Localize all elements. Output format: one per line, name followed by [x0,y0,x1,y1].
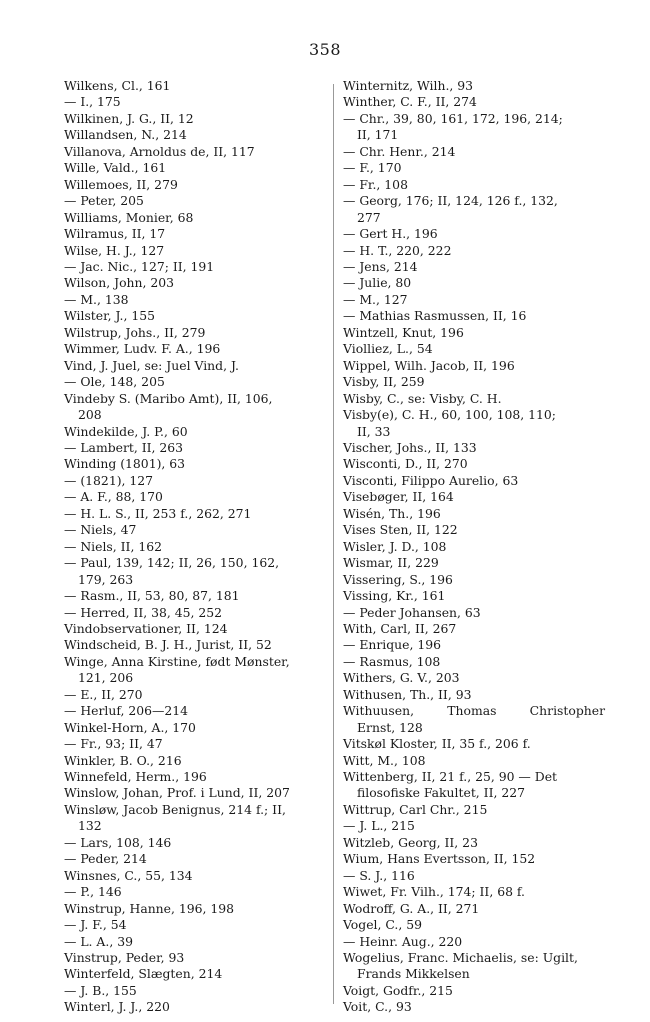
index-entry-text: — Rasmus, 108 [343,653,441,669]
index-entry [64,111,328,127]
index-entry-text: — Ole, 148, 205 [64,374,165,390]
index-entry [64,78,328,94]
index-entry-text: Winstrup, Hanne, 196, 198 [64,900,235,916]
index-entry [343,308,605,324]
index-entry-text: — M., 127 [343,291,408,307]
index-entry [64,489,328,505]
index-entry [64,934,328,950]
index-entry-continuation: II, 33 [357,423,391,439]
index-entry [343,703,605,736]
index-entry [64,901,328,917]
index-entry-text: Vindeby S. (Maribo Amt), II, 106, [64,390,273,406]
index-entry-continuation: II, 171 [357,127,399,143]
index-entry-text: Wodroff, G. A., II, 271 [343,900,480,916]
index-entry [64,785,328,801]
index-entry-text: Wilramus, II, 17 [64,226,166,242]
index-entry-text: — Niels, 47 [64,522,137,538]
index-entry [64,720,328,736]
index-entry [343,654,605,670]
index-entry [343,391,605,407]
index-entry [343,753,605,769]
index-entry-continuation: 121, 206 [78,670,134,686]
index-entry [64,374,328,390]
index-entry [343,243,605,259]
index-entry-text: — Fr., 108 [343,176,408,192]
index-entry [343,259,605,275]
index-entry-text: — (1821), 127 [64,472,154,488]
index-entry-text: — I., 175 [64,94,121,110]
index-entry-text: — Paul, 139, 142; II, 26, 150, 162, [64,555,280,571]
index-entry [343,637,605,653]
index-entry [343,226,605,242]
index-entry-text: Wilkinen, J. G., II, 12 [64,110,194,126]
index-entry-text: Withers, G. V., 203 [343,670,460,686]
index-entry [343,358,605,374]
index-entry-text: — Lars, 108, 146 [64,834,172,850]
index-entry-text: Wisby, C., se: Visby, C. H. [343,390,502,406]
index-entry [343,588,605,604]
index-entry-text: Winnefeld, Herm., 196 [64,769,207,785]
index-entry-text: — E., II, 270 [64,686,143,702]
index-entry [343,901,605,917]
index-entry-text: — J. B., 155 [64,982,137,998]
index-entry [64,243,328,259]
index-entry [64,144,328,160]
index-entry-text: — Jens, 214 [343,258,418,274]
index-entry-text: Winkel-Horn, A., 170 [64,719,196,735]
index-entry-text: Villanova, Arnoldus de, II, 117 [64,143,255,159]
index-entry [343,144,605,160]
index-entry [64,259,328,275]
index-entry-text: — Chr., 39, 80, 161, 172, 196, 214; [343,110,563,126]
index-entry [64,753,328,769]
index-entry-continuation: 132 [78,818,102,834]
index-entry [64,983,328,999]
index-entry [343,539,605,555]
index-column-left [64,78,328,1016]
column-divider [333,84,334,1004]
index-entry-text: — Julie, 80 [343,275,412,291]
index-entry-text: Winterfeld, Slægten, 214 [64,966,223,982]
index-entry-text: — Lambert, II, 263 [64,439,184,455]
index-entry [64,769,328,785]
index-entry-text: — H. L. S., II, 253 f., 262, 271 [64,505,252,521]
index-entry [343,769,605,802]
index-entry-text: — Chr. Henr., 214 [343,143,456,159]
index-entry-text: Winternitz, Wilh., 93 [343,78,474,93]
index-entry-text: — Georg, 176; II, 124, 126 f., 132, [343,193,558,209]
index-entry [343,78,605,94]
index-entry [343,983,605,999]
index-entry [343,111,605,144]
index-entry [343,802,605,818]
index-column-right [343,78,605,1016]
index-entry-text: Wiwet, Fr. Vilh., 174; II, 68 f. [343,884,525,900]
index-entry-text: With, Carl, II, 267 [343,620,457,636]
index-entry [343,522,605,538]
index-entry [64,94,328,110]
index-entry-text: — Gert H., 196 [343,226,438,242]
index-entry-text: Winslow, Johan, Prof. i Lund, II, 207 [64,785,290,801]
index-entry-text: Willemoes, II, 279 [64,176,178,192]
index-entry [343,934,605,950]
index-entry-text: Wilster, J., 155 [64,308,156,324]
index-entry-text: Vogel, C., 59 [343,917,422,933]
index-entry [64,703,328,719]
index-entry [343,818,605,834]
index-entry-text: Wippel, Wilh. Jacob, II, 196 [343,357,515,373]
index-entry-text: Winge, Anna Kirstine, født Mønster, [64,653,290,669]
index-entry-continuation: 179, 263 [78,571,134,587]
index-entry [64,341,328,357]
index-entry-text: Wilstrup, Johs., II, 279 [64,324,206,340]
index-entry [64,539,328,555]
index-entry-text: Windekilde, J. P., 60 [64,423,188,439]
index-entry [64,966,328,982]
index-entry [343,851,605,867]
index-entry [64,555,328,588]
index-entry-text: Wille, Vald., 161 [64,160,167,176]
index-entry-text: — Peder Johansen, 63 [343,604,481,620]
index-entry-text: — H. T., 220, 222 [343,242,452,258]
page-number: 358 [308,40,342,59]
index-entry-text: Winther, C. F., II, 274 [343,94,477,110]
index-entry [64,325,328,341]
index-entry-text: — Mathias Rasmussen, II, 16 [343,308,527,324]
index-entry [64,193,328,209]
index-entry [343,193,605,226]
index-entry [343,94,605,110]
index-entry-text: Voit, C., 93 [343,999,412,1015]
index-entry [64,884,328,900]
index-entry [64,868,328,884]
index-entry [343,440,605,456]
index-entry-text: — F., 170 [343,160,402,176]
index-entry [343,621,605,637]
index-entry [343,275,605,291]
index-entry [343,572,605,588]
index-entry [343,160,605,176]
index-entry-text: Wisconti, D., II, 270 [343,456,468,472]
index-entry-text: Vises Sten, II, 122 [343,522,458,538]
index-entry [64,605,328,621]
index-entry [64,440,328,456]
index-entry [64,654,328,687]
index-entry [64,736,328,752]
index-entry-text: Wogelius, Franc. Michaelis, se: Ugilt, [343,950,578,966]
index-entry-text: — Rasm., II, 53, 80, 87, 181 [64,588,240,604]
index-entry [343,341,605,357]
index-entry-text: — Jac. Nic., 127; II, 191 [64,258,215,274]
index-entry [64,177,328,193]
index-entry [343,177,605,193]
index-entry-text: Withusen, Th., II, 93 [343,686,472,702]
index-entry-text: Wilse, H. J., 127 [64,242,165,258]
index-entry-text: Wium, Hans Evertsson, II, 152 [343,851,536,867]
index-entry [343,670,605,686]
index-entry-text: — Niels, II, 162 [64,538,162,554]
index-entry-text: Wismar, II, 229 [343,555,439,571]
index-entry [64,473,328,489]
index-entry-text: Witzleb, Georg, II, 23 [343,834,478,850]
index-entry [64,226,328,242]
index-entry [64,802,328,835]
index-entry [64,637,328,653]
index-entry [64,292,328,308]
index-entry [64,127,328,143]
index-entry [64,391,328,424]
index-entry-text: Visebøger, II, 164 [343,489,454,505]
index-entry-text: Vissering, S., 196 [343,571,453,587]
index-entry-text: — Herluf, 206—214 [64,703,189,719]
index-entry [64,687,328,703]
index-entry-text: Visconti, Filippo Aurelio, 63 [343,472,519,488]
index-entry [64,210,328,226]
index-entry [343,605,605,621]
index-entry [343,999,605,1015]
index-entry-text: — J. F., 54 [64,917,127,933]
index-entry-text: Wimmer, Ludv. F. A., 196 [64,341,221,357]
index-entry-text: — Enrique, 196 [343,637,442,653]
index-entry-text: Wittenberg, II, 21 f., 25, 90 — Det [343,769,558,785]
index-entry-text: — L. A., 39 [64,933,133,949]
index-entry [343,407,605,440]
index-entry-text: Withuusen, Thomas Christopher [343,703,605,719]
index-entry-text: Visby(e), C. H., 60, 100, 108, 110; [343,407,556,423]
index-entry-text: — Fr., 93; II, 47 [64,736,163,752]
index-entry [343,868,605,884]
index-entry-text: Wilkens, Cl., 161 [64,78,171,93]
index-entry-text: Vischer, Johs., II, 133 [343,439,477,455]
index-entry-text: Wittrup, Carl Chr., 215 [343,801,488,817]
index-entry [343,325,605,341]
index-entry-text: — Heinr. Aug., 220 [343,933,463,949]
index-entry-text: Vissing, Kr., 161 [343,588,446,604]
index-entry [343,835,605,851]
index-entry-text: Vinstrup, Peder, 93 [64,950,185,966]
index-entry [343,555,605,571]
index-entry [343,473,605,489]
index-entry [64,424,328,440]
index-entry-text: Wisén, Th., 196 [343,505,441,521]
index-entry [343,456,605,472]
index-entry [343,374,605,390]
index-entry [343,292,605,308]
index-entry-text: Winsnes, C., 55, 134 [64,867,193,883]
index-entry-text: Willandsen, N., 214 [64,127,187,143]
index-entry-text: Vind, J. Juel, se: Juel Vind, J. [64,357,239,373]
index-entry-text: Vitskøl Kloster, II, 35 f., 206 f. [343,736,531,752]
index-entry [343,736,605,752]
index-entry-text: Wintzell, Knut, 196 [343,324,464,340]
index-entry [64,588,328,604]
index-entry [64,917,328,933]
index-entry [343,506,605,522]
index-entry [64,308,328,324]
index-entry [64,275,328,291]
index-entry-text: Wilson, John, 203 [64,275,175,291]
index-entry-text: Winkler, B. O., 216 [64,752,182,768]
index-entry-continuation: 277 [357,209,381,225]
index-entry-text: Wisler, J. D., 108 [343,538,447,554]
index-entry [64,950,328,966]
index-entry [64,456,328,472]
index-entry [64,621,328,637]
index-entry-text: — M., 138 [64,291,129,307]
index-entry-text: — A. F., 88, 170 [64,489,163,505]
index-entry-text: Winsløw, Jacob Benignus, 214 f.; II, [64,801,286,817]
index-entry [64,522,328,538]
index-entry [64,358,328,374]
index-entry-text: — Peter, 205 [64,193,144,209]
index-entry-continuation: Frands Mikkelsen [357,966,470,982]
index-entry-text: — Peder, 214 [64,851,147,867]
index-entry-continuation: 208 [78,407,102,423]
index-entry-text: Visby, II, 259 [343,374,425,390]
index-entry [64,999,328,1015]
index-entry-continuation: filosofiske Fakultet, II, 227 [357,785,525,801]
index-entry [343,950,605,983]
index-entry [343,884,605,900]
index-entry-text: Witt, M., 108 [343,752,426,768]
index-entry-text: Winterl, J. J., 220 [64,999,170,1015]
index-entry [64,160,328,176]
index-entry [64,506,328,522]
index-entry-text: — J. L., 215 [343,818,415,834]
index-entry [343,687,605,703]
index-entry [343,489,605,505]
index-entry-text: — Herred, II, 38, 45, 252 [64,604,223,620]
index-entry-text: Winding (1801), 63 [64,456,186,472]
index-entry-text: — S. J., 116 [343,867,415,883]
index-entry-text: Voigt, Godfr., 215 [343,982,453,998]
index-entry [64,851,328,867]
index-entry-text: Windscheid, B. J. H., Jurist, II, 52 [64,637,272,653]
index-entry-text: Vindobservationer, II, 124 [64,620,228,636]
index-entry-text: Violliez, L., 54 [343,341,433,357]
index-entry-text: — P., 146 [64,884,122,900]
index-entry [343,917,605,933]
index-entry-continuation: Ernst, 128 [357,719,423,735]
index-entry [64,835,328,851]
index-entry-text: Williams, Monier, 68 [64,209,194,225]
